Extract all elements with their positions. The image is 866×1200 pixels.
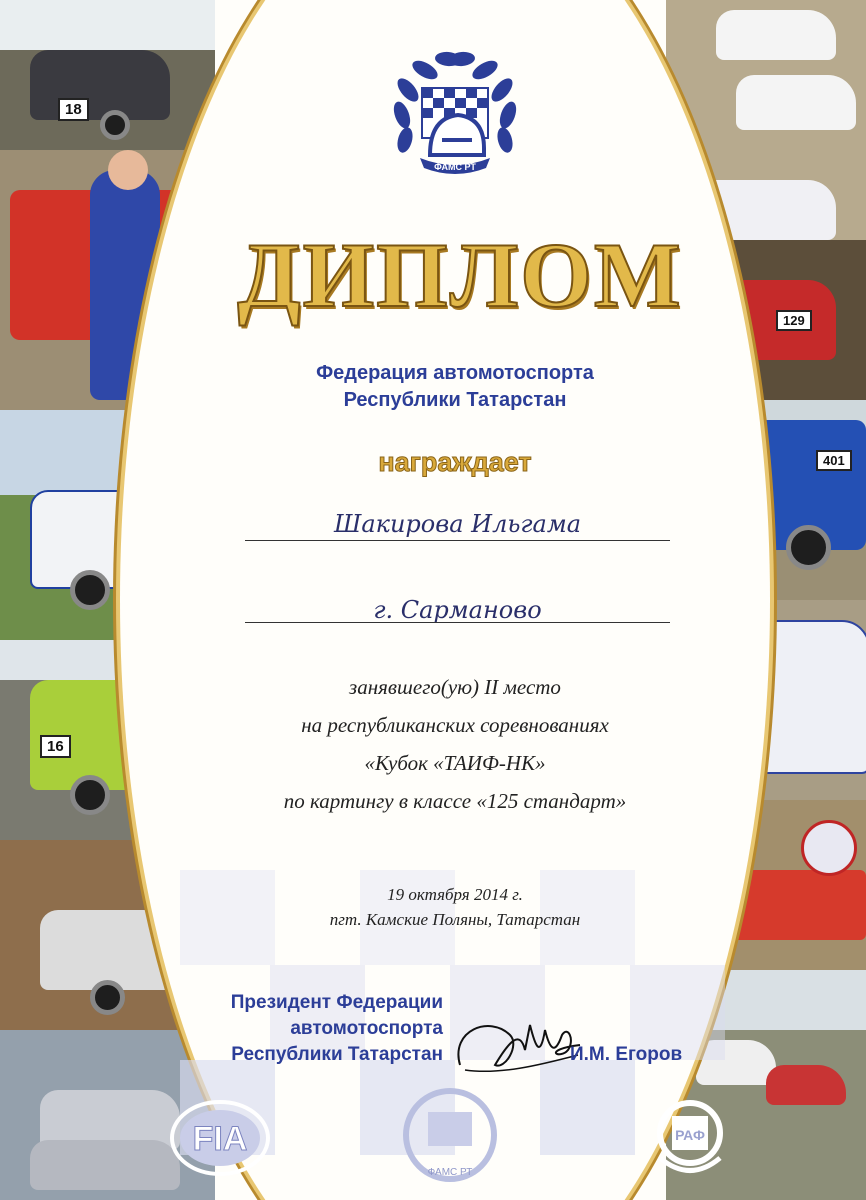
federation-line-2: Республики Татарстан bbox=[343, 389, 567, 411]
event-date-place bbox=[230, 882, 680, 932]
raf-logo-text: РАФ bbox=[675, 1127, 705, 1143]
fia-logo-text: FIA bbox=[192, 1120, 248, 1158]
car-number: 401 bbox=[816, 450, 852, 471]
fams-rt-emblem-logo bbox=[380, 40, 530, 190]
president-line-3: Республики Татарстан bbox=[231, 1044, 443, 1065]
photo-rally-car-18 bbox=[0, 0, 215, 152]
recipient-name-line bbox=[245, 540, 670, 541]
recipient-name: Шакирова Ильгама bbox=[333, 510, 582, 538]
fams-rt-watermark-logo bbox=[400, 1080, 500, 1190]
body-line-1: занявшего(ую) II место bbox=[349, 675, 561, 699]
president-line-2: автомотоспорта bbox=[290, 1018, 443, 1039]
handwritten-signature bbox=[450, 1010, 585, 1085]
car-number: 18 bbox=[58, 98, 89, 121]
car-number: 129 bbox=[776, 310, 812, 331]
body-line-4: по картингу в классе «125 стандарт» bbox=[283, 789, 627, 813]
body-line-3: «Кубок «ТАИФ-НК» bbox=[364, 751, 546, 775]
event-date: 19 октября 2014 г. bbox=[387, 885, 523, 904]
awards-word: награждает bbox=[378, 447, 532, 477]
federation-line-1: Федерация автомотоспорта bbox=[316, 362, 594, 384]
body-line-2: на республиканских соревнованиях bbox=[301, 713, 609, 737]
emblem-label: ФАМС РТ bbox=[434, 162, 476, 172]
award-description bbox=[220, 668, 690, 820]
fia-logo bbox=[168, 1098, 273, 1178]
federation-name bbox=[230, 360, 680, 414]
fams-watermark-text: ФАМС РТ bbox=[427, 1167, 473, 1178]
president-name: И.М. Егоров bbox=[570, 1044, 683, 1065]
diploma-title: ДИПЛОМ bbox=[237, 224, 683, 326]
event-place: пгт. Камские Поляны, Татарстан bbox=[329, 910, 581, 929]
president-line-1: Президент Федерации bbox=[230, 992, 443, 1013]
president-title bbox=[188, 990, 443, 1068]
recipient-city-line bbox=[245, 622, 670, 623]
car-number: 16 bbox=[40, 735, 71, 758]
recipient-city: г. Сарманово bbox=[373, 596, 542, 624]
raf-logo bbox=[640, 1088, 740, 1188]
